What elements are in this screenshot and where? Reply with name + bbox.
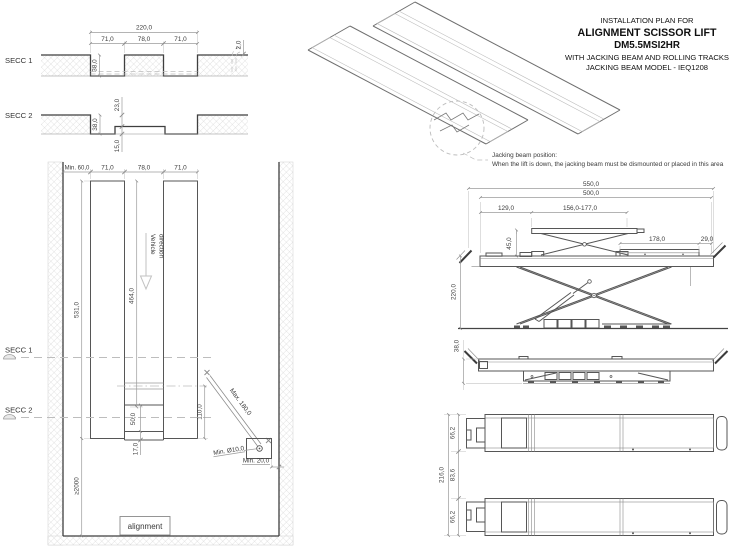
pit-walls [63,162,279,536]
concrete-hatch [41,115,91,134]
plan-view [4,162,294,545]
alignment-label: alignment [127,522,163,531]
title-block [565,16,729,72]
rolling-track-left [91,181,125,439]
dim-side-inner: 500,0 [583,190,599,197]
dim-plan-conduit-vert: 110,0 [196,404,204,420]
title-line3: DM5.5MSI2HR [614,40,680,51]
secc1-section-view [5,25,248,77]
detail-circle [430,101,484,155]
dim-side-beam-travel: 156,0-177,0 [562,204,598,212]
dim-plan-box-offset: Min. 20,0 [242,457,270,465]
iso-note-line2: When the lift is down, the jacking beam must be dismounted or placed in this area [492,161,724,168]
ramp-lower [717,501,728,535]
title-line5: JACKING BEAM MODEL - IEQ1208 [585,63,709,72]
ramp-flags [465,351,728,364]
dim-plan-lip: 17,0 [132,442,140,456]
dim-plan-track-left: 71,0 [101,164,114,172]
plan-secc1-label: SECC 1 [5,345,33,355]
section-cut-symbol [4,415,16,420]
secc2-section-view [5,97,248,152]
dim-secc1-lip: 2,0 [235,40,243,50]
dim-collapsed-height: 38,0 [453,339,461,353]
iso-note-line1: Jacking beam position: [492,152,558,159]
trough-inner-edges [312,11,604,142]
dim-top-platform-bottom: 66,2 [449,510,457,524]
vehicle-direction-word2: direction [157,234,165,259]
jacking-beam-platform [532,229,637,234]
dim-side-height: 220,0 [450,284,458,300]
dim-secc2-cover: 23,0 [114,98,121,112]
side-view-raised [451,181,729,329]
dim-plan-channel: 50,0 [130,412,137,426]
dim-secc1-overall: 220,0 [136,24,152,32]
platform-lower [467,499,728,536]
dim-side-left: 129,0 [498,204,514,212]
dim-plan-clearance: ≥2000 [73,477,81,495]
ramp-upper [717,417,728,451]
dim-plan-wall: Min. 60,0 [64,165,90,172]
dim-plan-conduit-dia: Min. Ø10,0 [212,445,245,457]
side-view-collapsed [454,339,728,390]
dim-plan-length-left: 531,0 [73,302,81,318]
dim-side-overall: 550,0 [583,180,599,188]
platform-upper [467,415,728,452]
dim-secc2-depth: 38,0 [92,118,99,131]
dim-plan-conduit-run: Max. 180,0 [227,387,253,417]
concrete-hatch [41,55,91,76]
wall-hatch-left [48,162,63,545]
dim-top-platform-top: 66,2 [449,426,457,440]
vehicle-direction-word1: Vehicle [149,234,156,255]
conduit-run [207,376,262,447]
dim-plan-center: 78,0 [137,164,151,172]
jacking-beam-hook [637,229,644,233]
rolling-track-right [164,181,198,439]
dim-secc1-left: 71,0 [101,36,114,43]
dim-side-track-plate: 178,0 [649,235,665,243]
dim-secc1-right: 71,0 [174,36,187,43]
lift-platform [480,256,714,267]
section-cut-symbol [4,355,16,360]
dim-plan-length-center: 464,0 [128,288,136,304]
plan-secc2-label: SECC 2 [5,405,33,415]
dim-secc1-depth: 38,0 [91,59,99,72]
vehicle-arrow-head [141,276,152,289]
dim-side-ramp: 29,0 [700,235,714,243]
secc2-label: SECC 2 [5,111,33,120]
ramp-flags [460,246,726,264]
dim-plan-track-right: 71,0 [174,164,187,172]
top-view [439,415,728,536]
title-line4: WITH JACKING BEAM AND ROLLING TRACKS [565,53,729,62]
dim-side-beam-height: 45,0 [506,237,513,250]
dim-top-overall: 216,0 [438,467,446,483]
collapsed-platform [479,359,714,371]
dim-top-gap: 83,6 [449,468,457,482]
dim-plan-conduit-dia-group [212,445,245,457]
dim-secc1-center: 78,0 [137,36,151,43]
jacking-beam-step-detail [434,113,479,132]
concrete-hatch [198,115,249,134]
concrete-hatch [198,55,249,76]
dim-secc2-step: 15,0 [114,139,121,153]
wall-hatch-bottom [48,536,293,545]
concrete-hatch [125,55,164,76]
wall-hatch-right [279,162,293,545]
title-line2: ALIGNMENT SCISSOR LIFT [577,27,717,39]
secc1-label: SECC 1 [5,56,33,65]
trough-outer-edges [308,2,620,144]
title-line1: INSTALLATION PLAN FOR [600,16,694,25]
